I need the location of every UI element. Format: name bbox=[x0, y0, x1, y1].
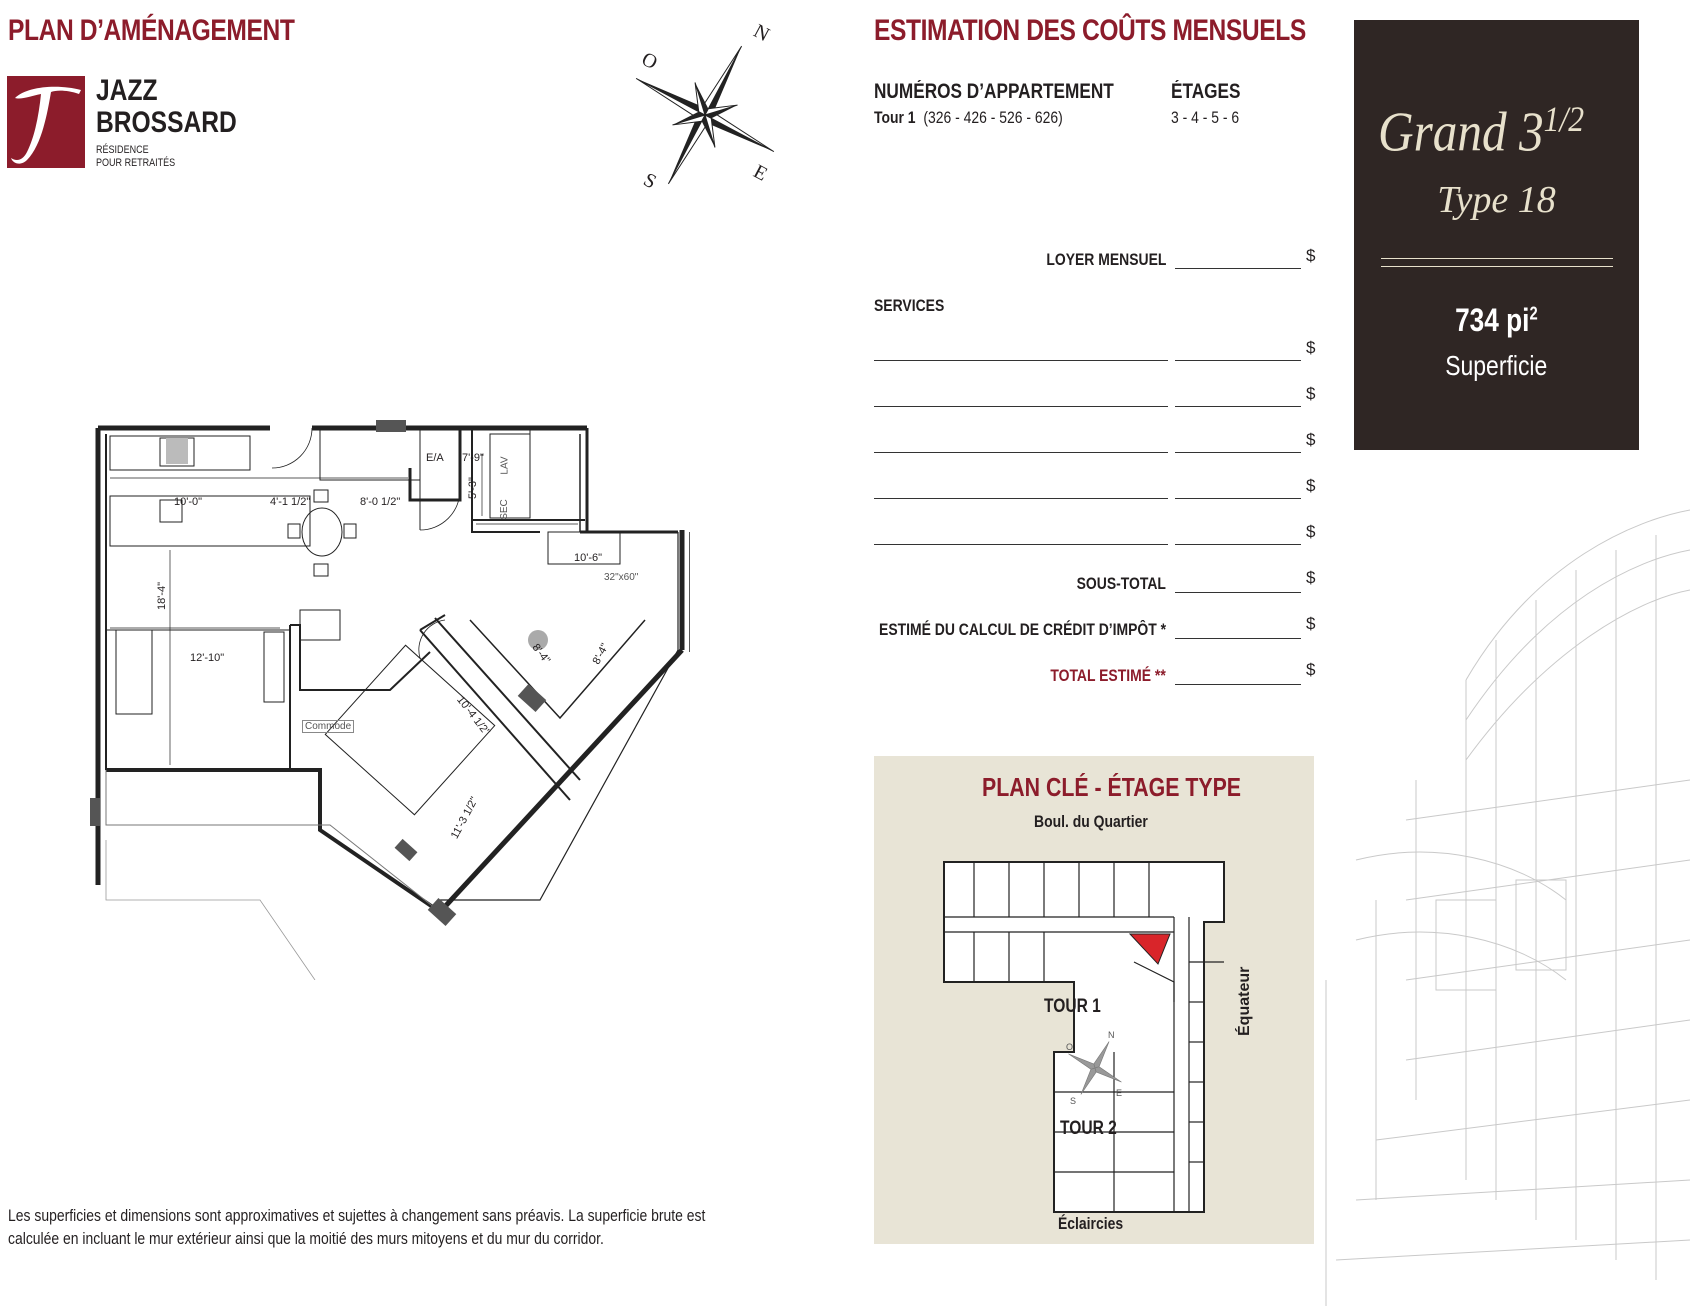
service-desc-line-5 bbox=[874, 544, 1168, 545]
rent-line bbox=[1175, 268, 1301, 269]
unit-area-label-text: Superficie bbox=[1445, 350, 1548, 381]
key-street-right: Équateur bbox=[1236, 966, 1253, 1036]
compass-o: O bbox=[637, 47, 662, 75]
plan-sec: SEC bbox=[498, 499, 510, 520]
plan-d9: 8'-4" bbox=[529, 641, 553, 667]
plan-d2: 5'-3" bbox=[466, 477, 479, 499]
key-compass-s: S bbox=[1070, 1096, 1077, 1106]
key-street-top: Boul. du Quartier bbox=[1034, 812, 1148, 831]
plan-d3: 10'-0" bbox=[174, 496, 203, 508]
key-tower1: TOUR 1 bbox=[1044, 996, 1101, 1017]
subtotal-dollar: $ bbox=[1306, 568, 1316, 587]
tax-dollar: $ bbox=[1306, 614, 1316, 633]
unit-name bbox=[1378, 98, 1584, 165]
key-plan bbox=[874, 756, 1314, 1244]
subtotal-line bbox=[1175, 592, 1301, 593]
service-amount-line-5 bbox=[1175, 544, 1301, 545]
floors-values: 3 - 4 - 5 - 6 bbox=[1171, 108, 1240, 127]
service-desc-line-2 bbox=[874, 406, 1168, 407]
logo-line1: JAZZ bbox=[96, 74, 158, 107]
compass-s: S bbox=[639, 168, 660, 194]
unit-fraction: 1/2 bbox=[1543, 99, 1585, 139]
apt-numbers: (326 - 426 - 526 - 626) bbox=[923, 108, 1063, 127]
unit-info-box bbox=[1354, 20, 1639, 450]
plan-bath: 32"x60" bbox=[604, 572, 639, 583]
plan-lav: LAV bbox=[499, 456, 511, 475]
unit-area-value: 734 pi bbox=[1455, 302, 1530, 338]
divider-top bbox=[1381, 258, 1613, 259]
service-desc-line-3 bbox=[874, 452, 1168, 453]
plan-d10: 8'-4" bbox=[590, 641, 612, 667]
logo-line2: BROSSARD bbox=[96, 106, 237, 139]
key-compass bbox=[1060, 1026, 1130, 1106]
service-dollar-3: $ bbox=[1306, 430, 1316, 449]
service-desc-line-1 bbox=[874, 360, 1168, 361]
unit-area-label bbox=[1354, 350, 1639, 382]
floors-label: ÉTAGES bbox=[1171, 80, 1241, 103]
compass-rose bbox=[630, 20, 780, 195]
unit-area bbox=[1354, 302, 1639, 339]
logo-sub2: POUR RETRAITÉS bbox=[96, 157, 176, 169]
tax-label: ESTIMÉ DU CALCUL DE CRÉDIT D’IMPÔT * bbox=[878, 620, 1166, 639]
plan-commode: Commode bbox=[302, 720, 354, 733]
logo-j-icon bbox=[7, 76, 85, 168]
plan-d8: 12'-10" bbox=[190, 652, 225, 664]
plan-d4: 4'-1 1/2" bbox=[270, 496, 311, 508]
disclaimer-line1: Les superficies et dimensions sont approximatives et sujettes à changement sans préavis. La superficie brute est bbox=[8, 1206, 706, 1225]
service-desc-line-4 bbox=[874, 498, 1168, 499]
plan-d5: 8'-0 1/2" bbox=[360, 496, 401, 508]
unit-area-sup: 2 bbox=[1529, 303, 1538, 324]
service-amount-line-1 bbox=[1175, 360, 1301, 361]
key-compass-o: O bbox=[1066, 1042, 1074, 1052]
plan-d7: 18'-4" bbox=[156, 581, 169, 611]
total-label: TOTAL ESTIMÉ ** bbox=[1050, 666, 1166, 685]
key-tower2: TOUR 2 bbox=[1060, 1118, 1117, 1139]
total-dollar: $ bbox=[1306, 660, 1316, 679]
key-plan-title: PLAN CLÉ - ÉTAGE TYPE bbox=[982, 772, 1242, 802]
plan-ea: E/A bbox=[426, 452, 444, 464]
service-dollar-1: $ bbox=[1306, 338, 1316, 357]
page-title: PLAN D’AMÉNAGEMENT bbox=[8, 14, 295, 47]
rent-label: LOYER MENSUEL bbox=[1045, 250, 1166, 269]
apt-tower: Tour 1 bbox=[874, 108, 916, 127]
costs-title: ESTIMATION DES COÛTS MENSUELS bbox=[874, 14, 1306, 47]
unit-name-text: Grand 3 bbox=[1378, 101, 1544, 164]
disclaimer-line2: calculée en incluant le mur extérieur ainsi que la moitié des murs mitoyens et du mur du corridor. bbox=[8, 1229, 604, 1248]
key-street-bottom: Éclaircies bbox=[1058, 1214, 1124, 1233]
service-dollar-4: $ bbox=[1306, 476, 1316, 495]
key-compass-n: N bbox=[1108, 1030, 1115, 1040]
apt-label: NUMÉROS D’APPARTEMENT bbox=[874, 80, 1114, 103]
architecture-sketch bbox=[1316, 480, 1690, 1306]
unit-type: Type 18 bbox=[1437, 179, 1556, 221]
divider-bottom bbox=[1381, 266, 1613, 267]
key-compass-e: E bbox=[1116, 1088, 1123, 1098]
service-amount-line-3 bbox=[1175, 452, 1301, 453]
compass-n: N bbox=[749, 19, 774, 47]
rent-dollar: $ bbox=[1306, 246, 1316, 265]
service-amount-line-4 bbox=[1175, 498, 1301, 499]
service-amount-line-2 bbox=[1175, 406, 1301, 407]
logo-sub1: RÉSIDENCE bbox=[96, 144, 149, 156]
plan-d1: 7'-9" bbox=[462, 452, 484, 464]
floor-plan bbox=[90, 420, 690, 980]
subtotal-label: SOUS-TOTAL bbox=[1076, 574, 1166, 593]
plan-d6: 10'-6" bbox=[574, 552, 603, 564]
services-label: SERVICES bbox=[874, 296, 945, 315]
logo-mark bbox=[7, 76, 85, 168]
total-line bbox=[1175, 684, 1301, 685]
plan-d11: 10'-4 1/2" bbox=[454, 694, 493, 738]
architecture-sketch-drawing bbox=[1316, 480, 1690, 1306]
plan-d12: 11'-3 1/2" bbox=[448, 795, 481, 841]
service-dollar-5: $ bbox=[1306, 522, 1316, 541]
service-dollar-2: $ bbox=[1306, 384, 1316, 403]
compass-e: E bbox=[749, 160, 771, 186]
tax-line bbox=[1175, 638, 1301, 639]
apt-values bbox=[874, 108, 1063, 128]
